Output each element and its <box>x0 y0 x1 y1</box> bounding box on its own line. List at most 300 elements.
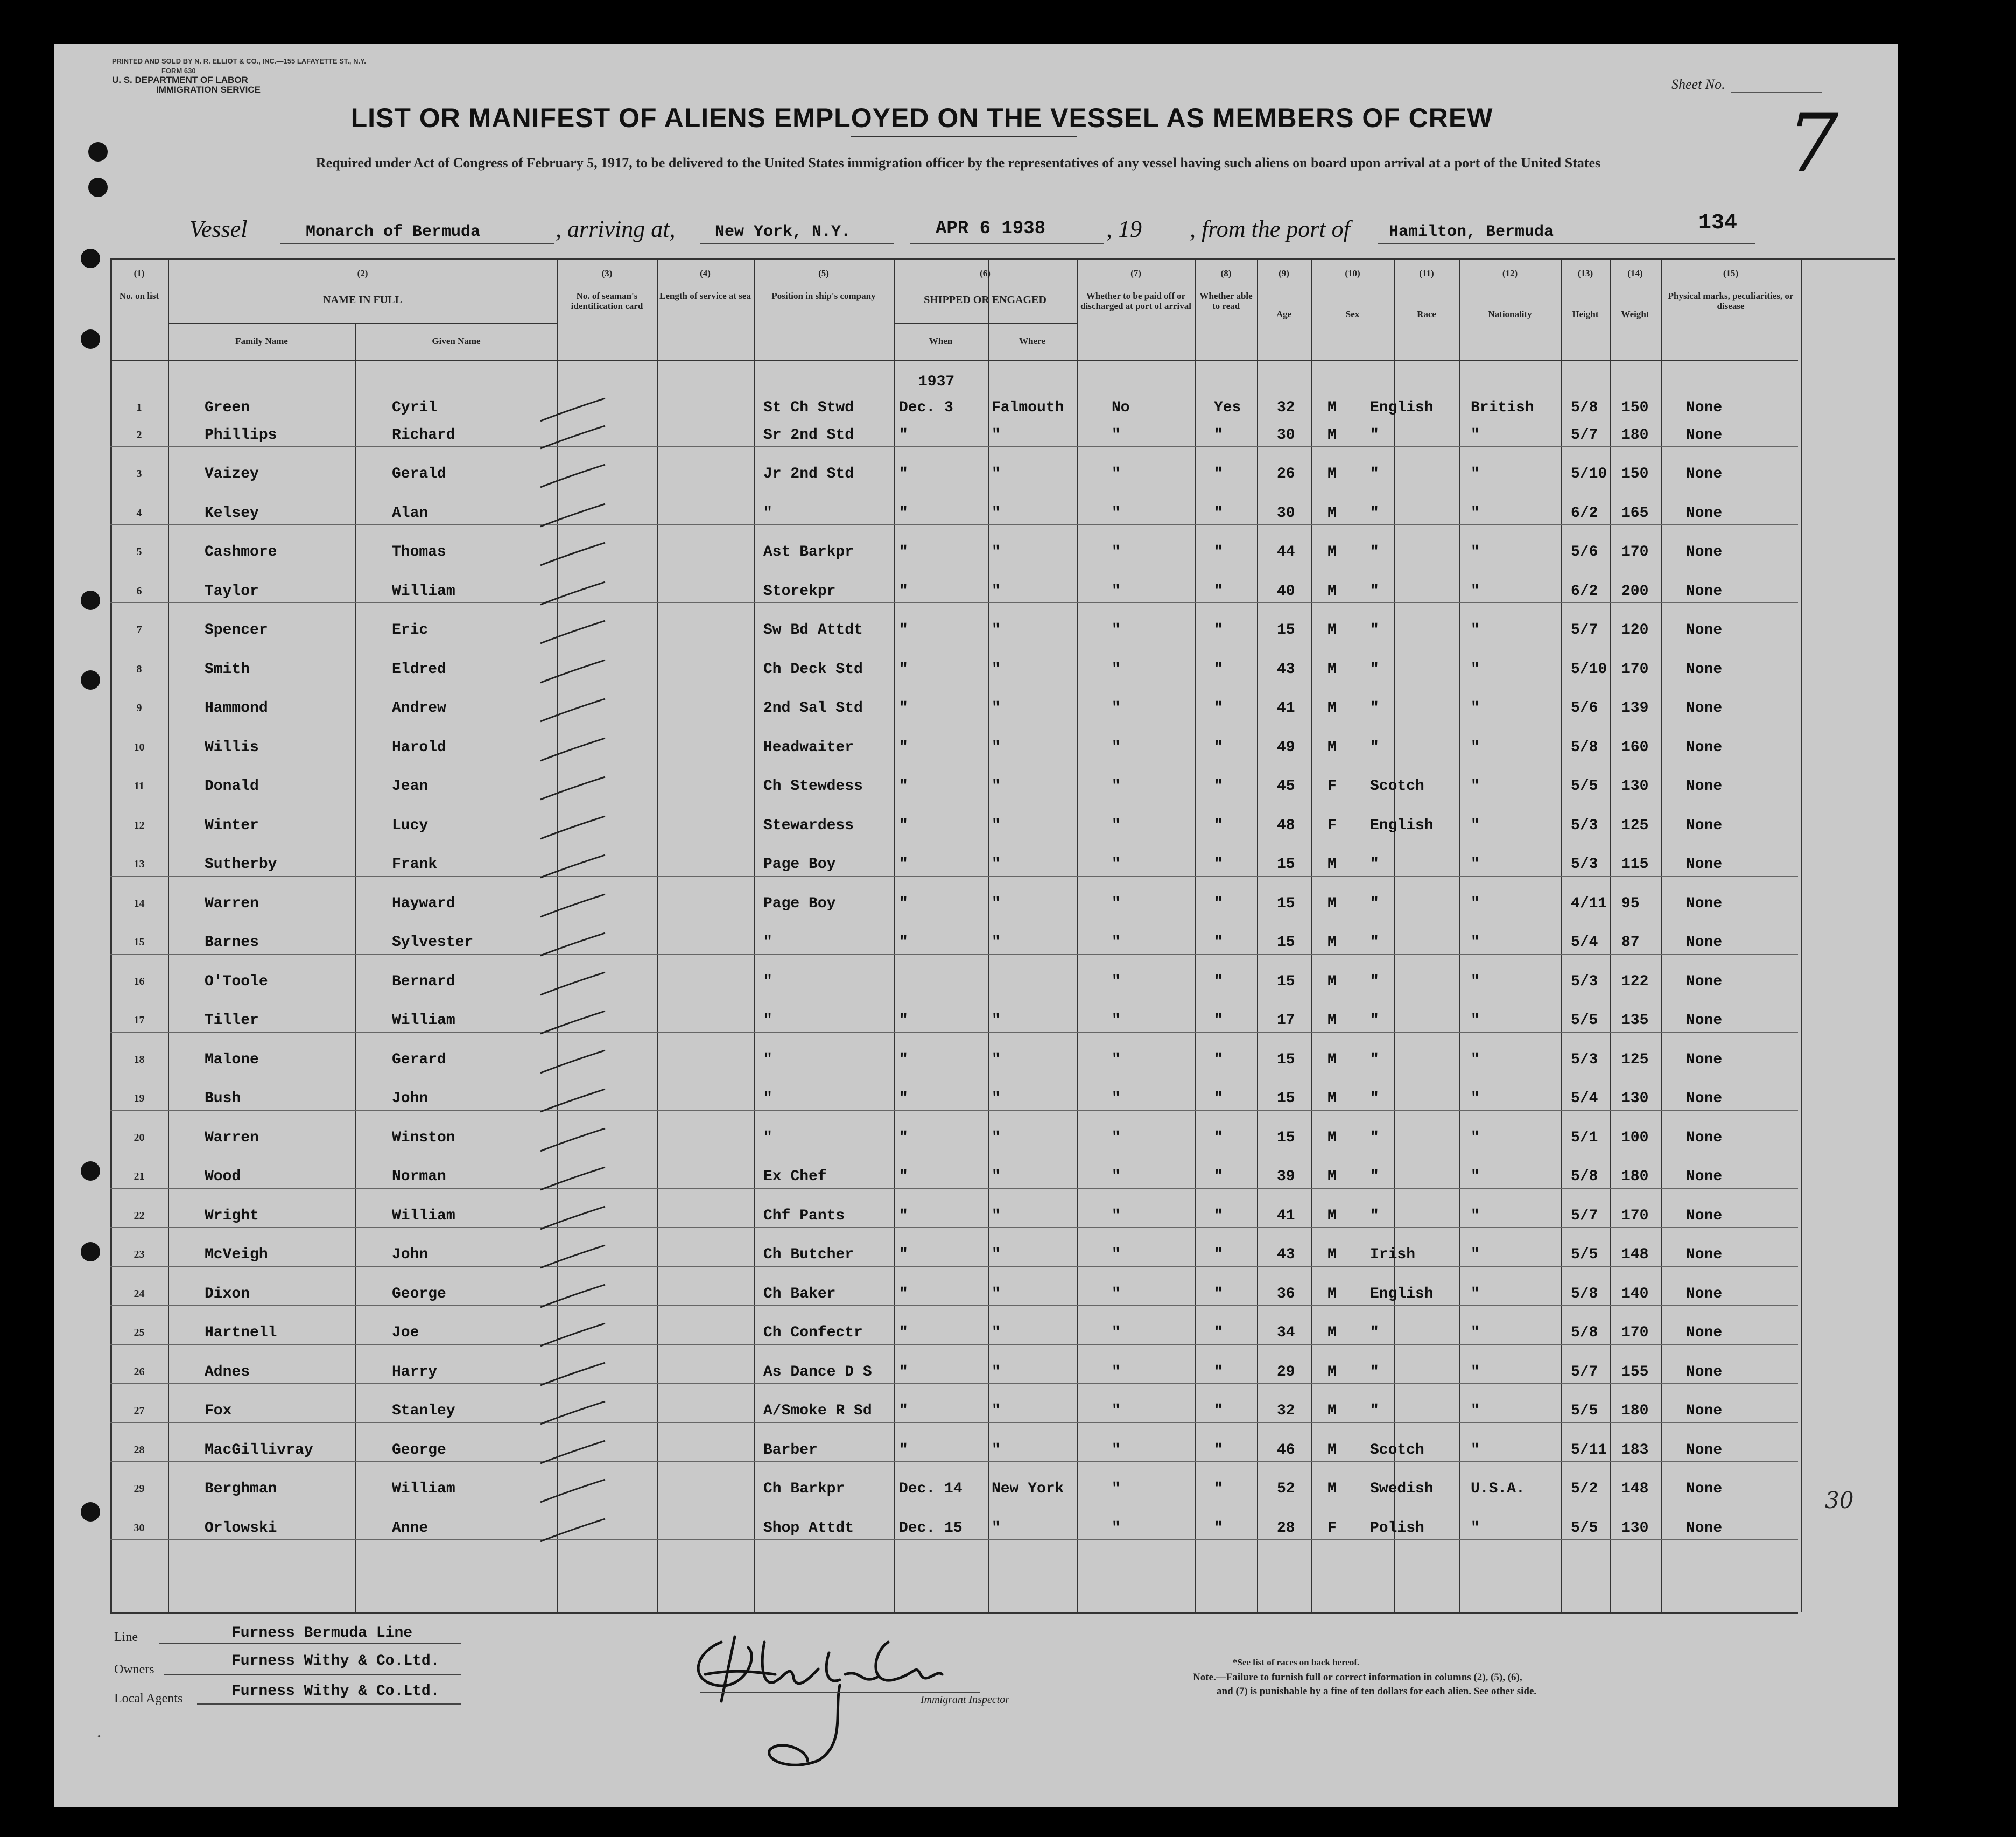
column-number-c11: (11) <box>1419 268 1434 278</box>
row-sex: M <box>1327 1168 1337 1185</box>
row-family: Willis <box>205 739 259 756</box>
row-family: Fox <box>205 1403 232 1419</box>
row-sex: M <box>1327 1012 1337 1029</box>
row-height: 5/10 <box>1571 661 1607 678</box>
row-height: 5/7 <box>1571 622 1598 639</box>
row-sex: M <box>1327 1207 1337 1224</box>
row-where: " <box>992 1324 1001 1341</box>
column-header-c7: Whether to be paid off or discharged at port of arrival <box>1080 291 1191 311</box>
row-rule <box>110 602 1798 603</box>
row-height: 4/11 <box>1571 895 1607 912</box>
row-race: Scotch <box>1370 1441 1424 1459</box>
row-where: New York <box>992 1481 1064 1497</box>
row-given: Harry <box>392 1363 438 1380</box>
row-where: " <box>992 544 1001 560</box>
card-slash-mark <box>538 1436 608 1469</box>
row-read: " <box>1214 1481 1223 1497</box>
row-paid: " <box>1112 622 1121 639</box>
row-nat: " <box>1471 1129 1480 1146</box>
row-given: Sylvester <box>392 934 474 951</box>
row-height: 5/5 <box>1571 1519 1598 1537</box>
row-height: 5/7 <box>1571 1207 1598 1224</box>
row-number: 8 <box>136 663 142 675</box>
row-number: 20 <box>134 1131 145 1144</box>
row-family: Kelsey <box>205 504 259 522</box>
vessel-label: Vessel <box>189 216 248 242</box>
row-family: Vaizey <box>205 466 259 482</box>
row-family: Hammond <box>205 700 268 717</box>
row-position: Ch Butcher <box>763 1246 854 1263</box>
card-slash-mark <box>538 968 608 1000</box>
row-nat: British <box>1471 399 1534 416</box>
row-weight: 165 <box>1621 504 1649 522</box>
row-when: " <box>899 466 908 482</box>
row-weight: 180 <box>1621 1168 1649 1185</box>
row-family: Tiller <box>205 1012 259 1029</box>
port-underline <box>700 243 894 244</box>
column-number-c15: (15) <box>1723 268 1739 278</box>
row-number: 13 <box>134 858 145 870</box>
row-nat: " <box>1471 1168 1480 1185</box>
column-number-c4: (4) <box>700 268 711 278</box>
row-nat: " <box>1471 661 1480 678</box>
row-race: " <box>1370 1363 1379 1380</box>
row-rule <box>110 1188 1798 1189</box>
row-family: Sutherby <box>205 856 277 873</box>
row-position: Ch Deck Std <box>763 661 863 678</box>
row-family: McVeigh <box>205 1246 268 1263</box>
row-weight: 130 <box>1621 1090 1649 1107</box>
row-where: " <box>992 1441 1001 1459</box>
from-port-label: , from the port of <box>1190 216 1350 242</box>
row-marks: None <box>1686 739 1723 756</box>
row-read: " <box>1214 973 1223 990</box>
row-number: 27 <box>134 1405 145 1417</box>
row-paid: " <box>1112 895 1121 912</box>
row-marks: None <box>1686 1168 1723 1185</box>
column-rule <box>1077 258 1078 1612</box>
row-given: Anne <box>392 1519 429 1537</box>
inspector-underline <box>700 1692 980 1693</box>
row-race: English <box>1370 399 1434 416</box>
card-slash-mark <box>538 538 608 571</box>
card-slash-mark <box>538 1046 608 1078</box>
row-family: Spencer <box>205 622 268 639</box>
year-label: , 19 <box>1106 216 1142 242</box>
vessel-underline <box>280 243 554 244</box>
row-where: " <box>992 1129 1001 1146</box>
row-height: 5/6 <box>1571 700 1598 717</box>
row-marks: None <box>1686 1363 1723 1380</box>
row-when: " <box>899 1403 908 1419</box>
column-header-c9: Age <box>1276 309 1292 319</box>
row-age: 44 <box>1277 544 1295 560</box>
row-weight: 139 <box>1621 700 1649 717</box>
row-number: 28 <box>134 1443 145 1456</box>
row-number: 23 <box>134 1249 145 1260</box>
row-where: Falmouth <box>992 399 1064 416</box>
row-age: 15 <box>1277 856 1295 873</box>
row-number: 22 <box>134 1209 145 1222</box>
column-number-c12: (12) <box>1502 268 1518 278</box>
row-weight: 87 <box>1621 934 1640 951</box>
row-marks: None <box>1686 817 1723 834</box>
row-family: Warren <box>205 895 259 912</box>
row-age: 29 <box>1277 1363 1295 1380</box>
row-sex: F <box>1327 1519 1337 1537</box>
row-weight: 148 <box>1621 1481 1649 1497</box>
row-nat: " <box>1471 1441 1480 1459</box>
row-number: 15 <box>134 936 145 948</box>
row-sex: M <box>1327 622 1337 639</box>
row-height: 5/11 <box>1571 1441 1607 1459</box>
vessel-name: Monarch of Bermuda <box>306 223 481 241</box>
row-paid: " <box>1112 1246 1121 1263</box>
row-family: Cashmore <box>205 544 277 560</box>
row-given: Frank <box>392 856 438 873</box>
row-read: " <box>1214 466 1223 482</box>
card-slash-mark <box>538 1319 608 1351</box>
row-rule <box>110 1266 1798 1267</box>
column-number-c8: (8) <box>1220 268 1232 278</box>
row-age: 15 <box>1277 1051 1295 1068</box>
row-when: " <box>899 934 908 951</box>
row-sex: M <box>1327 1090 1337 1107</box>
row-position: " <box>763 1090 772 1107</box>
row-sex: M <box>1327 856 1337 873</box>
row-rule <box>110 1344 1798 1345</box>
row-given: Stanley <box>392 1403 455 1419</box>
row-paid: " <box>1112 1363 1121 1380</box>
row-position: Ex Chef <box>763 1168 827 1185</box>
row-race: " <box>1370 1090 1379 1107</box>
row-given: Alan <box>392 504 429 522</box>
row-family: Berghman <box>205 1481 277 1497</box>
row-when: " <box>899 426 908 444</box>
row-position: 2nd Sal Std <box>763 700 863 717</box>
column-number-c5: (5) <box>818 268 829 278</box>
row-nat: " <box>1471 1519 1480 1537</box>
row-where: " <box>992 778 1001 795</box>
row-number: 10 <box>134 741 145 753</box>
row-family: Taylor <box>205 583 259 600</box>
row-nat: U.S.A. <box>1471 1481 1525 1497</box>
row-nat: " <box>1471 1207 1480 1224</box>
row-family: Smith <box>205 661 250 678</box>
row-height: 5/3 <box>1571 817 1598 834</box>
row-read: " <box>1214 661 1223 678</box>
row-when: Dec. 15 <box>899 1519 963 1537</box>
row-where: " <box>992 1051 1001 1068</box>
column-rule <box>1459 258 1460 1612</box>
column-header-c10: Sex <box>1345 309 1360 319</box>
owners-underline <box>164 1674 461 1675</box>
row-given: Gerald <box>392 466 446 482</box>
row-given: Andrew <box>392 700 446 717</box>
row-race: " <box>1370 1207 1379 1224</box>
row-nat: " <box>1471 1012 1480 1029</box>
row-height: 5/4 <box>1571 1090 1598 1107</box>
form-number: FORM 630 <box>161 67 196 75</box>
row-race: Irish <box>1370 1246 1416 1263</box>
row-number: 9 <box>136 702 142 714</box>
row-race: English <box>1370 1285 1434 1302</box>
row-read: " <box>1214 1207 1223 1224</box>
row-paid: " <box>1112 1481 1121 1497</box>
row-rule <box>110 1305 1798 1306</box>
row-nat: " <box>1471 1090 1480 1107</box>
card-slash-mark <box>538 1202 608 1235</box>
card-slash-mark <box>538 500 608 532</box>
row-when: " <box>899 1363 908 1380</box>
row-height: 5/8 <box>1571 399 1598 416</box>
row-position: " <box>763 1051 772 1068</box>
column-header-c8: Whether able to read <box>1199 291 1253 311</box>
row-race: " <box>1370 583 1379 600</box>
row-age: 34 <box>1277 1324 1295 1341</box>
row-age: 15 <box>1277 934 1295 951</box>
row-nat: " <box>1471 544 1480 560</box>
column-number-c9: (9) <box>1279 268 1289 278</box>
row-position: St Ch Stwd <box>763 399 854 416</box>
department-name: U. S. DEPARTMENT OF LABOR <box>112 75 248 85</box>
row-position: Page Boy <box>763 856 836 873</box>
row-sex: M <box>1327 1051 1337 1068</box>
row-read: " <box>1214 1363 1223 1380</box>
table-header-rule <box>110 360 1798 361</box>
penalty-note-2: and (7) is punishable by a fine of ten dollars for each alien. See other side. <box>1217 1686 1537 1697</box>
row-given: Joe <box>392 1324 419 1341</box>
column-header-c13: Height <box>1572 309 1599 319</box>
row-marks: None <box>1686 1090 1723 1107</box>
row-rule <box>110 1461 1798 1462</box>
row-nat: " <box>1471 1403 1480 1419</box>
column-rule <box>657 258 658 1612</box>
row-when: " <box>899 1285 908 1302</box>
row-when: Dec. 3 <box>899 399 953 416</box>
row-given: Winston <box>392 1129 455 1146</box>
row-sex: M <box>1327 661 1337 678</box>
row-number: 4 <box>136 507 142 519</box>
row-given: Thomas <box>392 544 446 560</box>
row-read: " <box>1214 1324 1223 1341</box>
row-when: " <box>899 856 908 873</box>
row-paid: " <box>1112 1129 1121 1146</box>
row-when: " <box>899 895 908 912</box>
row-number: 26 <box>134 1365 145 1378</box>
column-header-c11: Race <box>1417 309 1436 319</box>
row-read: " <box>1214 778 1223 795</box>
row-race: " <box>1370 661 1379 678</box>
row-marks: None <box>1686 1207 1723 1224</box>
row-when: Dec. 14 <box>899 1481 963 1497</box>
row-weight: 180 <box>1621 426 1649 444</box>
row-where: " <box>992 934 1001 951</box>
row-position: Sw Bd Attdt <box>763 622 863 639</box>
row-where: " <box>992 739 1001 756</box>
row-given: Jean <box>392 778 429 795</box>
row-given: William <box>392 1207 455 1224</box>
binder-hole <box>81 1242 100 1261</box>
row-position: Barber <box>763 1441 818 1459</box>
row-nat: " <box>1471 856 1480 873</box>
column-header-when: When <box>929 336 953 346</box>
row-where: " <box>992 700 1001 717</box>
row-race: " <box>1370 739 1379 756</box>
row-number: 2 <box>136 429 142 441</box>
row-given: John <box>392 1090 429 1107</box>
row-when: " <box>899 622 908 639</box>
row-when: " <box>899 1441 908 1459</box>
row-number: 1 <box>136 402 142 413</box>
card-slash-mark <box>538 1124 608 1156</box>
agents-label: Local Agents <box>114 1692 183 1706</box>
row-age: 41 <box>1277 700 1295 717</box>
row-family: MacGillivray <box>205 1441 313 1459</box>
row-given: Bernard <box>392 973 455 990</box>
row-height: 5/3 <box>1571 856 1598 873</box>
row-height: 5/10 <box>1571 466 1607 482</box>
row-paid: " <box>1112 583 1121 600</box>
row-sex: M <box>1327 583 1337 600</box>
row-where: " <box>992 583 1001 600</box>
row-sex: M <box>1327 739 1337 756</box>
row-position: Page Boy <box>763 895 836 912</box>
row-read: " <box>1214 700 1223 717</box>
column-rule <box>1311 258 1312 1612</box>
row-race: " <box>1370 1168 1379 1185</box>
row-nat: " <box>1471 583 1480 600</box>
row-family: O'Toole <box>205 973 268 990</box>
row-family: Bush <box>205 1090 241 1107</box>
row-paid: " <box>1112 934 1121 951</box>
row-family: Phillips <box>205 426 277 444</box>
column-number-c13: (13) <box>1577 268 1593 278</box>
row-race: " <box>1370 426 1379 444</box>
row-paid: " <box>1112 544 1121 560</box>
row-age: 49 <box>1277 739 1295 756</box>
row-where: " <box>992 817 1001 834</box>
row-race: " <box>1370 544 1379 560</box>
sheet-number-label: Sheet No. <box>1671 76 1725 92</box>
row-family: Barnes <box>205 934 259 951</box>
row-where: " <box>992 1207 1001 1224</box>
column-rule <box>754 258 755 1612</box>
row-race: " <box>1370 1324 1379 1341</box>
row-marks: None <box>1686 399 1723 416</box>
row-read: " <box>1214 1090 1223 1107</box>
row-marks: None <box>1686 1324 1723 1341</box>
row-given: Eldred <box>392 661 446 678</box>
row-nat: " <box>1471 622 1480 639</box>
row-nat: " <box>1471 426 1480 444</box>
row-given: William <box>392 583 455 600</box>
card-slash-mark <box>538 1163 608 1195</box>
sheet-number: 7 <box>1787 97 1839 191</box>
row-marks: None <box>1686 934 1723 951</box>
card-slash-mark <box>538 578 608 610</box>
row-position: Headwaiter <box>763 739 854 756</box>
agents-value: Furness Withy & Co.Ltd. <box>231 1683 440 1700</box>
column-header-c4: Length of service at sea <box>659 291 751 301</box>
row-when: " <box>899 583 908 600</box>
row-nat: " <box>1471 973 1480 990</box>
row-age: 41 <box>1277 1207 1295 1224</box>
row-given: Cyril <box>392 399 438 416</box>
row-sex: M <box>1327 1129 1337 1146</box>
row-height: 5/2 <box>1571 1481 1598 1497</box>
row-sex: M <box>1327 399 1337 416</box>
card-slash-mark <box>538 851 608 883</box>
row-family: Hartnell <box>205 1324 277 1341</box>
row-age: 39 <box>1277 1168 1295 1185</box>
row-marks: None <box>1686 1285 1723 1302</box>
row-sex: M <box>1327 1481 1337 1497</box>
inspector-label: Immigrant Inspector <box>921 1694 1009 1706</box>
row-weight: 130 <box>1621 1519 1649 1537</box>
column-rule <box>168 258 169 1612</box>
row-paid: " <box>1112 817 1121 834</box>
row-nat: " <box>1471 739 1480 756</box>
row-number: 17 <box>134 1014 145 1026</box>
row-sex: M <box>1327 426 1337 444</box>
row-height: 5/5 <box>1571 1246 1598 1263</box>
row-number: 12 <box>134 819 145 831</box>
column-rule <box>1394 258 1395 1612</box>
name-split-rule <box>355 323 356 1612</box>
row-age: 17 <box>1277 1012 1295 1029</box>
row-paid: " <box>1112 739 1121 756</box>
row-when: " <box>899 661 908 678</box>
row-rule <box>110 446 1798 447</box>
row-position: Ch Baker <box>763 1285 836 1302</box>
page-title: LIST OR MANIFEST OF ALIENS EMPLOYED ON THE VESSEL AS MEMBERS OF CREW <box>350 103 1493 133</box>
row-height: 5/8 <box>1571 1324 1598 1341</box>
row-number: 16 <box>134 975 145 987</box>
row-marks: None <box>1686 504 1723 522</box>
binder-hole <box>81 670 100 690</box>
row-weight: 100 <box>1621 1129 1649 1146</box>
row-when: " <box>899 1168 908 1185</box>
row-paid: " <box>1112 1324 1121 1341</box>
row-read: " <box>1214 1051 1223 1068</box>
column-number-c3: (3) <box>601 268 613 278</box>
row-paid: " <box>1112 504 1121 522</box>
row-position: Shop Attdt <box>763 1519 854 1537</box>
row-given: Richard <box>392 426 455 444</box>
row-marks: None <box>1686 622 1723 639</box>
row-race: " <box>1370 856 1379 873</box>
sheet-number-line <box>1731 92 1822 93</box>
card-slash-mark <box>538 1397 608 1429</box>
row-marks: None <box>1686 544 1723 560</box>
row-where: " <box>992 1403 1001 1419</box>
row-height: 5/3 <box>1571 973 1598 990</box>
card-slash-mark <box>538 1475 608 1508</box>
shipped-subheader-rule <box>894 323 1077 324</box>
row-marks: None <box>1686 1481 1723 1497</box>
row-position: Jr 2nd Std <box>763 466 854 482</box>
page-number: 134 <box>1698 211 1738 235</box>
column-number-c10: (10) <box>1345 268 1360 278</box>
row-weight: 115 <box>1621 856 1649 873</box>
margin-tally: 30 <box>1825 1487 1854 1513</box>
column-header-where: Where <box>1019 336 1045 346</box>
row-race: " <box>1370 466 1379 482</box>
arriving-label: , arriving at, <box>556 216 676 242</box>
column-header-c1: No. on list <box>119 291 159 301</box>
row-age: 26 <box>1277 466 1295 482</box>
